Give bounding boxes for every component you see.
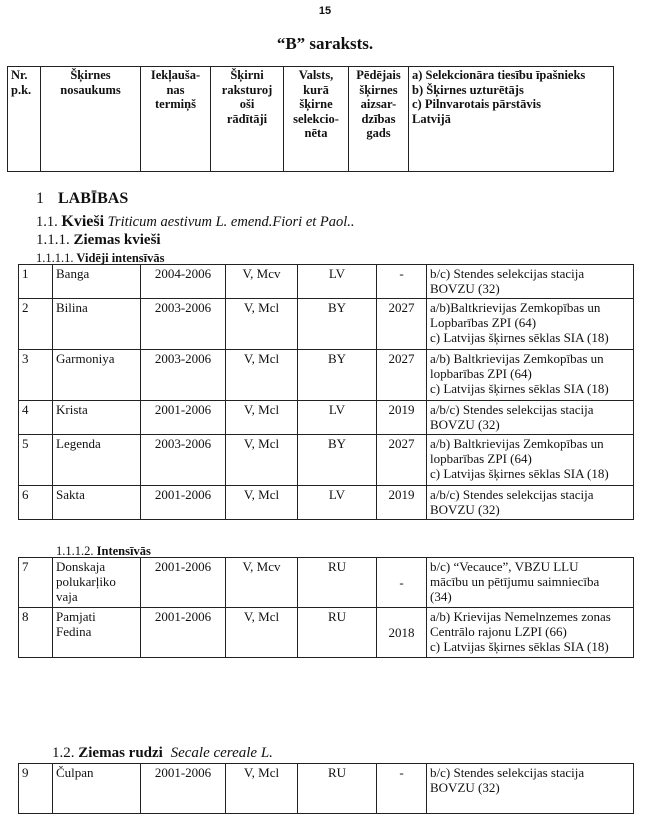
inclusion-term-cell: 2001-2006 (141, 608, 226, 658)
owner-line: a/b) Baltkrievijas Zemkopības un (430, 351, 604, 366)
header-protection-year (349, 67, 409, 172)
header-text-line: raksturoj (221, 82, 273, 97)
owner-line: mācību un pētījumu saimniecība (430, 574, 600, 589)
document-title: “B” saraksts. (276, 34, 374, 53)
nr-cell: 8 (19, 608, 53, 658)
variety-name-line: Sakta (56, 487, 85, 502)
owner-cell (427, 299, 634, 350)
table-row (19, 558, 634, 608)
owner-line: b/c) Stendes selekcijas stacija (430, 765, 585, 780)
table-row (19, 435, 634, 486)
protection-year-cell: 2019 (377, 486, 427, 520)
header-text-line: termiņš (155, 97, 196, 111)
header-text-line: Nr. (11, 68, 28, 82)
owner-line: BOVZU (32) (430, 417, 500, 432)
inclusion-term-cell: 2003-2006 (141, 350, 226, 401)
country-cell: BY (298, 350, 377, 401)
variety-name-cell (53, 486, 141, 520)
header-text-line: gads (366, 126, 391, 140)
section-heading-1-1-1: 1.1.1. Ziemas kvieši (36, 232, 161, 248)
header-text-line: Pēdējais (356, 68, 401, 82)
indicators-cell: V, Mcl (226, 401, 298, 435)
table-row (19, 764, 634, 814)
variety-name-line: Fedina (56, 624, 92, 639)
header-country (284, 67, 349, 172)
inclusion-term-cell: 2001-2006 (141, 764, 226, 814)
owner-cell (427, 608, 634, 658)
variety-name-cell (53, 401, 141, 435)
variety-name-line: Čulpan (56, 765, 94, 780)
owner-line: b/c) Stendes selekcijas stacija (430, 266, 585, 281)
header-text-line: šķirne (299, 97, 333, 111)
country-cell: LV (298, 265, 377, 299)
country-cell: BY (298, 435, 377, 486)
owner-line: b/c) “Vecauce”, VBZU LLU (430, 559, 579, 574)
owner-line: a/b/c) Stendes selekcijas stacija (430, 402, 594, 417)
header-text-line: p.k. (11, 82, 32, 97)
owner-line: lopbarības ZPI (64) (430, 366, 532, 381)
header-text-line: b) Šķirnes uzturētājs (412, 82, 524, 97)
country-cell: BY (298, 299, 377, 350)
section-heading-1: 1 LABĪBAS (36, 190, 129, 207)
variety-name-cell (53, 764, 141, 814)
owner-line: a/b)Baltkrievijas Zemkopības un (430, 300, 601, 315)
owner-line: c) Latvijas šķirnes sēklas SIA (18) (430, 466, 609, 481)
owner-cell (427, 401, 634, 435)
inclusion-term-cell: 2001-2006 (141, 486, 226, 520)
header-text-line: rādītāji (226, 111, 268, 126)
header-text-line: nas (166, 82, 185, 97)
indicators-cell: V, Mcl (226, 486, 298, 520)
protection-year-cell: 2027 (377, 350, 427, 401)
indicators-cell: V, Mcl (226, 435, 298, 486)
indicators-cell: V, Mcv (226, 558, 298, 608)
variety-name-cell (53, 608, 141, 658)
header-text-line: Iekļauša- (150, 68, 201, 82)
header-table (7, 66, 614, 172)
country-cell: RU (298, 764, 377, 814)
header-text-line: aizsar- (360, 97, 397, 111)
header-text-line: nēta (304, 126, 328, 140)
header-indicators (211, 67, 284, 172)
owner-cell (427, 486, 634, 520)
owner-line: c) Latvijas šķirnes sēklas SIA (18) (430, 330, 609, 345)
variety-name-cell (53, 558, 141, 608)
owner-cell (427, 435, 634, 486)
variety-name-cell (53, 265, 141, 299)
owner-line: c) Latvijas šķirnes sēklas SIA (18) (430, 381, 609, 396)
variety-name-line: Garmoniya (56, 351, 115, 366)
owner-line: lopbarības ZPI (64) (430, 451, 532, 466)
header-text-line: šķirnes (359, 82, 398, 97)
variety-name-line: Legenda (56, 436, 101, 451)
header-nr (8, 67, 41, 172)
section-heading-1-1-1-2: 1.1.1.2. Intensīvās (56, 544, 151, 558)
inclusion-term-cell: 2003-2006 (141, 299, 226, 350)
owner-line: BOVZU (32) (430, 780, 500, 795)
header-text-line: selekcio- (293, 111, 339, 126)
header-inclusion-term (141, 67, 211, 172)
inclusion-term-cell: 2004-2006 (141, 265, 226, 299)
variety-name-line: Bilina (56, 300, 88, 315)
nr-cell: 6 (19, 486, 53, 520)
table-row (19, 299, 634, 350)
owner-line: Lopbarības ZPI (64) (430, 315, 537, 330)
variety-name-line: Pamjati (56, 609, 96, 624)
header-text-line: kurā (303, 82, 329, 97)
nr-cell: 4 (19, 401, 53, 435)
variety-name-cell (53, 299, 141, 350)
header-variety-name (41, 67, 141, 172)
variety-name-cell (53, 350, 141, 401)
country-cell: LV (298, 401, 377, 435)
varieties-table-1 (18, 264, 634, 520)
nr-cell: 9 (19, 764, 53, 814)
variety-name-line: vaja (56, 589, 78, 604)
protection-year-cell: 2019 (377, 401, 427, 435)
owner-cell (427, 265, 634, 299)
indicators-cell: V, Mcl (226, 350, 298, 401)
owner-line: BOVZU (32) (430, 502, 500, 517)
header-text-line: dzības (361, 111, 396, 126)
inclusion-term-cell: 2001-2006 (141, 401, 226, 435)
variety-name-line: Krista (56, 402, 88, 417)
inclusion-term-cell: 2003-2006 (141, 435, 226, 486)
variety-name-line: Donskaja (56, 559, 106, 574)
header-text-line: Valsts, (298, 68, 334, 82)
nr-cell: 2 (19, 299, 53, 350)
section-heading-1-1-1-1: 1.1.1.1. Vidēji intensīvās (36, 251, 165, 265)
header-text-line: c) Pilnvarotais pārstāvis (412, 97, 541, 111)
nr-cell: 1 (19, 265, 53, 299)
header-owner (409, 67, 614, 172)
nr-cell: 5 (19, 435, 53, 486)
owner-line: a/b) Krievijas Nemelnzemes zonas (430, 609, 611, 624)
variety-name-line: Banga (56, 266, 90, 281)
header-text-line: Latvijā (412, 111, 451, 126)
owner-line: BOVZU (32) (430, 281, 500, 296)
protection-year-cell: - (377, 558, 427, 608)
country-cell: RU (298, 558, 377, 608)
table-row (19, 486, 634, 520)
owner-cell (427, 350, 634, 401)
nr-cell: 7 (19, 558, 53, 608)
owner-line: c) Latvijas šķirnes sēklas SIA (18) (430, 639, 609, 654)
indicators-cell: V, Mcl (226, 608, 298, 658)
variety-name-cell (53, 435, 141, 486)
country-cell: LV (298, 486, 377, 520)
protection-year-cell: 2027 (377, 435, 427, 486)
indicators-cell: V, Mcl (226, 764, 298, 814)
indicators-cell: V, Mcv (226, 265, 298, 299)
protection-year-cell: 2027 (377, 299, 427, 350)
header-text-line: a) Selekcionāra tiesību īpašnieks (412, 68, 586, 82)
header-text-line: oši (239, 97, 255, 111)
protection-year-cell: - (377, 265, 427, 299)
owner-line: (34) (430, 589, 452, 604)
header-text-line: Šķirni (230, 68, 264, 82)
section-heading-1-1: 1.1. Kvieši Triticum aestivum L. emend.Fiori et Paol.. (36, 213, 355, 230)
owner-line: Centrālo rajonu LZPI (66) (430, 624, 567, 639)
variety-name-line: polukarļiko (56, 574, 116, 589)
nr-cell: 3 (19, 350, 53, 401)
header-text-line: Šķirnes (70, 68, 111, 82)
owner-cell (427, 764, 634, 814)
varieties-table-2 (18, 557, 634, 658)
owner-line: a/b) Baltkrievijas Zemkopības un (430, 436, 604, 451)
section-heading-1-2: 1.2. Ziemas rudzi Secale cereale L. (52, 745, 273, 761)
table-row (19, 350, 634, 401)
page-number: 15 (318, 5, 332, 17)
table-row (19, 265, 634, 299)
varieties-table-3 (18, 763, 634, 814)
protection-year-cell: 2018 (377, 608, 427, 658)
indicators-cell: V, Mcl (226, 299, 298, 350)
inclusion-term-cell: 2001-2006 (141, 558, 226, 608)
table-row (19, 401, 634, 435)
header-text-line: nosaukums (60, 82, 121, 97)
owner-line: a/b/c) Stendes selekcijas stacija (430, 487, 594, 502)
country-cell: RU (298, 608, 377, 658)
protection-year-cell: - (377, 764, 427, 814)
table-row (19, 608, 634, 658)
owner-cell (427, 558, 634, 608)
